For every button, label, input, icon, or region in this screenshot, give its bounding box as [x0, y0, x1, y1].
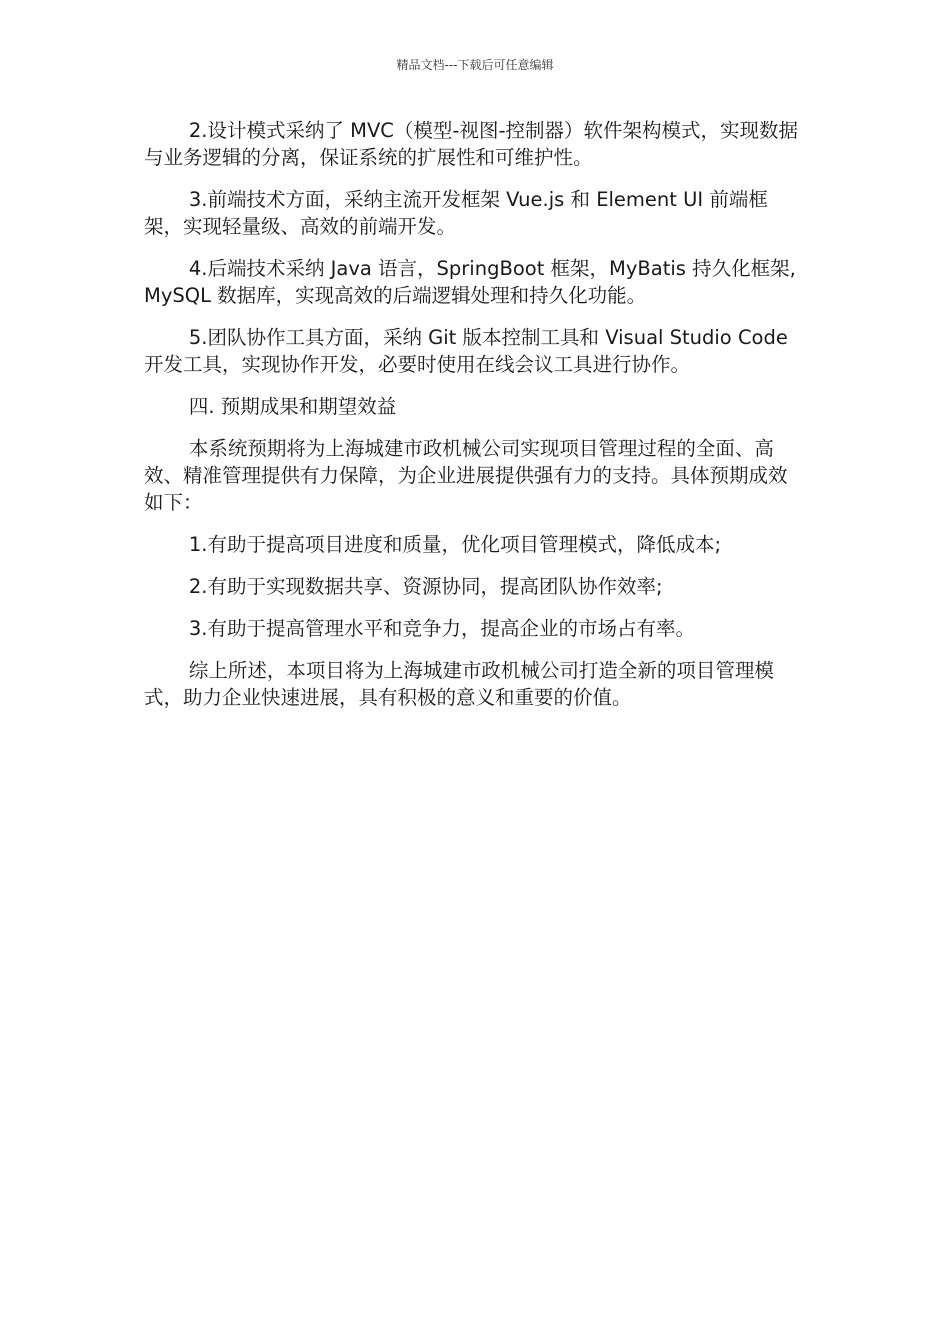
list-item-benefit-3: 3.有助于提高管理水平和竞争力，提高企业的市场占有率。 [188, 617, 695, 640]
list-item-benefit-2: 2.有助于实现数据共享、资源协同，提高团队协作效率; [188, 575, 663, 598]
paragraph-frontend: 3.前端技术方面，采纳主流开发框架 Vue.js 和 Element UI 前端框架，实现轻量级、高效的前端开发。 [144, 188, 768, 238]
paragraph-collaboration-tools: 5.团队协作工具方面，采纳 Git 版本控制工具和 Visual Studio Code 开发工具，实现协作开发，必要时使用在线会议工具进行协作。 [144, 326, 788, 376]
list-item-benefit-1: 1.有助于提高项目进度和质量，优化项目管理模式，降低成本; [188, 533, 722, 556]
paragraph-conclusion: 综上所述，本项目将为上海城建市政机械公司打造全新的项目管理模式，助力企业快速进展，具有积极的意义和重要的价值。 [144, 659, 774, 709]
paragraph-backend: 4.后端技术采纳 Java 语言，SpringBoot 框架，MyBatis 持久化框架,MySQL 数据库，实现高效的后端逻辑处理和持久化功能。 [144, 257, 796, 307]
section-heading-expected-results: 四. 预期成果和期望效益 [188, 395, 397, 418]
paragraph-design-pattern: 2.设计模式采纳了 MVC（模型-视图-控制器）软件架构模式，实现数据与业务逻辑的分离，保证系统的扩展性和可维护性。 [144, 119, 799, 169]
page-header: 精品文档---下载后可任意编辑 [396, 58, 554, 72]
document-body [144, 117, 804, 726]
paragraph-expected-intro: 本系统预期将为上海城建市政机械公司实现项目管理过程的全面、高效、精准管理提供有力保障，为企业进展提供强有力的支持。具体预期成效如下： [144, 437, 788, 514]
